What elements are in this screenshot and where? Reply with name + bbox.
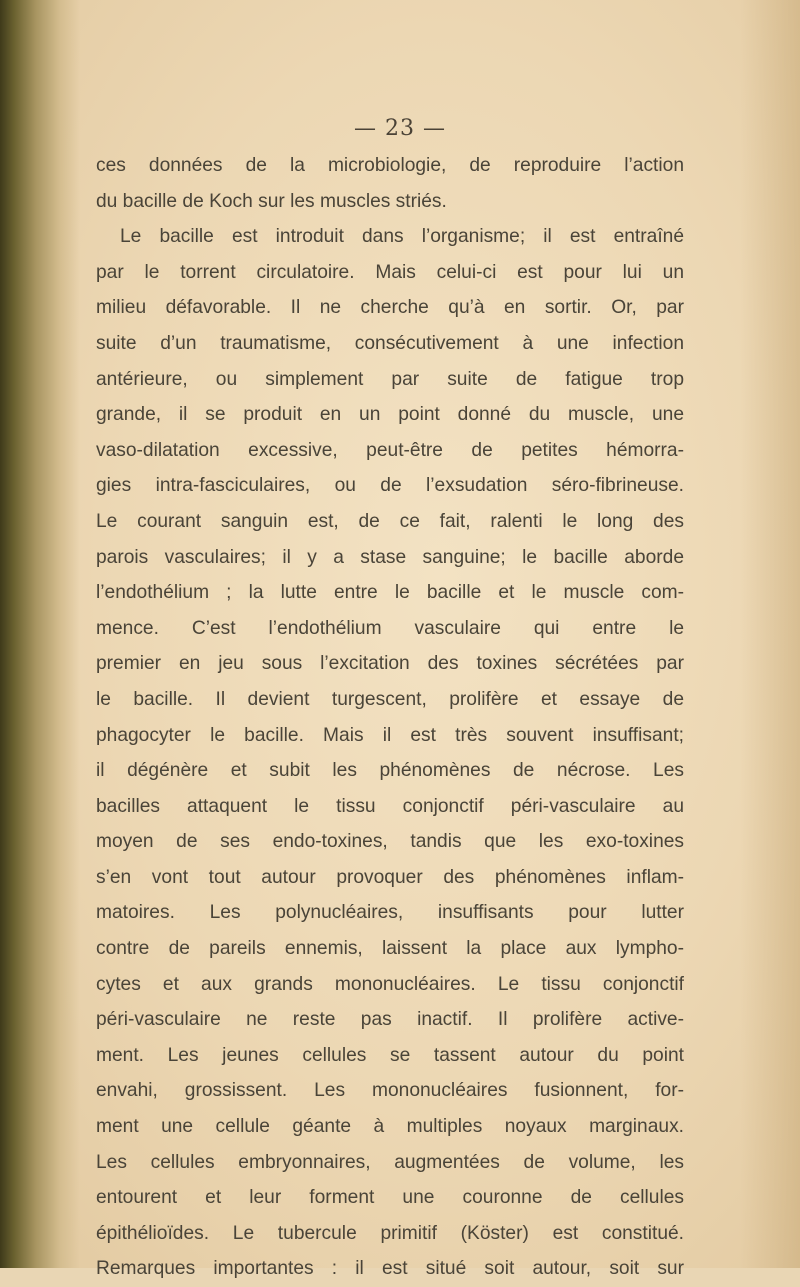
text-line: entourent et leur forment une couronne de cellules xyxy=(96,1187,684,1209)
text-line: moyen de ses endo-toxines, tandis que les exo-toxines xyxy=(96,831,684,853)
text-line: le bacille. Il devient turgescent, prolifère et essaye de xyxy=(96,688,684,710)
text-line: Le courant sanguin est, de ce fait, ralenti le long des xyxy=(96,510,684,532)
text-line: s’en vont tout autour provoquer des phénomènes inflam- xyxy=(96,866,684,888)
text-line: l’endothélium ; la lutte entre le bacille et le muscle com- xyxy=(96,582,684,604)
text-line: mence. C’est l’endothélium vasculaire qui entre le xyxy=(96,617,684,639)
text-line: bacilles attaquent le tissu conjonctif péri-vasculaire au xyxy=(96,795,684,817)
text-line: épithélioïdes. Le tubercule primitif (Köster) est constitué. xyxy=(96,1222,684,1244)
binding-gutter-shadow xyxy=(0,0,80,1268)
text-line: antérieure, ou simplement par suite de fatigue trop xyxy=(96,368,684,390)
text-line: ment. Les jeunes cellules se tassent autour du point xyxy=(96,1044,684,1066)
page-number: — 23 — xyxy=(354,116,446,141)
text-line: envahi, grossissent. Les mononucléaires fusionnent, for- xyxy=(96,1080,684,1102)
text-line: matoires. Les polynucléaires, insuffisants pour lutter xyxy=(96,902,684,924)
text-line: milieu défavorable. Il ne cherche qu’à en sortir. Or, par xyxy=(96,297,684,319)
text-line: péri-vasculaire ne reste pas inactif. Il prolifère active- xyxy=(96,1009,684,1031)
page-edge-shading xyxy=(740,0,800,1268)
text-line: Le bacille est introduit dans l’organisme; il est entraîné xyxy=(120,226,684,248)
text-line: ment une cellule géante à multiples noyaux marginaux. xyxy=(96,1116,684,1138)
text-line: grande, il se produit en un point donné du muscle, une xyxy=(96,404,684,426)
text-line: vaso-dilatation excessive, peut-être de petites hémorra- xyxy=(96,439,684,461)
text-line: gies intra-fasciculaires, ou de l’exsudation séro-fibrineuse. xyxy=(96,475,684,497)
text-line: par le torrent circulatoire. Mais celui-ci est pour lui un xyxy=(96,261,684,283)
text-line: suite d’un traumatisme, consécutivement à une infection xyxy=(96,332,684,354)
body-text xyxy=(96,148,684,1287)
text-line: ces données de la microbiologie, de reproduire l’action xyxy=(96,155,684,176)
text-line: cytes et aux grands mononucléaires. Le tissu conjonctif xyxy=(96,973,684,995)
text-line: phagocyter le bacille. Mais il est très souvent insuffisant; xyxy=(96,724,684,746)
text-line: il dégénère et subit les phénomènes de nécrose. Les xyxy=(96,760,684,782)
text-line: du bacille de Koch sur les muscles striés. xyxy=(96,190,447,212)
text-line: Remarques importantes : il est situé soit autour, soit sur xyxy=(96,1258,684,1280)
text-line: parois vasculaires; il y a stase sanguine; le bacille aborde xyxy=(96,546,684,568)
text-line: contre de pareils ennemis, laissent la place aux lympho- xyxy=(96,938,684,960)
text-line: Les cellules embryonnaires, augmentées de volume, les xyxy=(96,1151,684,1173)
text-line: premier en jeu sous l’excitation des toxines sécrétées par xyxy=(96,653,684,675)
